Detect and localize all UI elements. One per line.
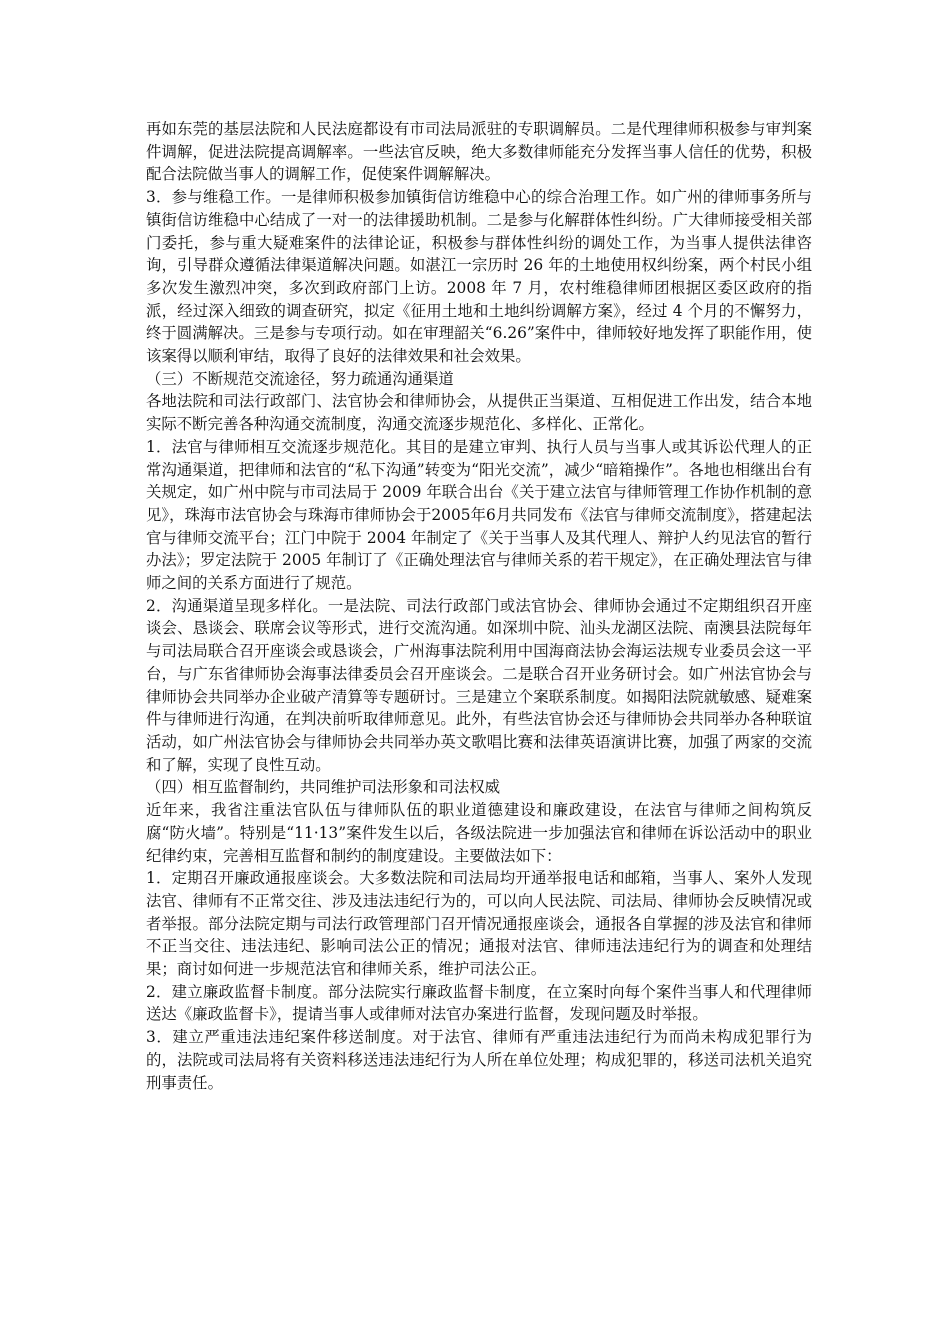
section-heading-4: （四）相互监督制约，共同维护司法形象和司法权威 (146, 778, 500, 797)
paragraph-item-3-transfer: 3．建立严重违法违纪案件移送制度。对于法官、律师有严重违法违纪行为而尚未构成犯罪行为的，法院或司法局将有关资料移送违法违纪行为人所在单位处理；构成犯罪的，移送司法机关追究刑事责任。 (146, 1028, 812, 1092)
paragraph-item-3-stability: 3．参与维稳工作。一是律师积极参加镇街信访维稳中心的综合治理工作。如广州的律师事务所与镇街信访维稳中心结成了一对一的法律援助机制。二是参与化解群体性纠纷。广大律师接受相关部门委托，参与重大疑难案件的法律论证，积极参与群体性纠纷的调处工作，为当事人提供法律咨询，引导群众遵循法律渠道解决问题。如湛江一宗历时 26 年的土地使用权纠纷案，两个村民小组多次发生激烈冲突，多次到政府部门上访。2008 年 7 月，农村维稳律师团根据区委区政府的指派，经过深入细致的调查研究，拟定《征用土地和土地纠纷调解方案》，经过 4 个月的不懈努力，终于圆满解决。三是参与专项行动。如在审理韶关“6.26”案件中，律师较好地发挥了职能作用，使该案得以顺利审结，取得了良好的法律效果和社会效果。 (146, 188, 812, 366)
paragraph-section-3-intro: 各地法院和司法行政部门、法官协会和律师协会，从提供正当渠道、互相促进工作出发，结合本地实际不断完善各种沟通交流制度，沟通交流逐步规范化、多样化、正常化。 (146, 392, 812, 434)
paragraph-item-2-card: 2．建立廉政监督卡制度。部分法院实行廉政监督卡制度，在立案时向每个案件当事人和代理律师送达《廉政监督卡》，提请当事人或律师对法官办案进行监督，发现问题及时举报。 (146, 982, 812, 1024)
paragraph-item-2-channels: 2．沟通渠道呈现多样化。一是法院、司法行政部门或法官协会、律师协会通过不定期组织召开座谈会、恳谈会、联席会议等形式，进行交流沟通。如深圳中院、汕头龙湖区法院、南澳县法院每年与司法局联合召开座谈会或恳谈会，广州海事法院利用中国海商法协会海运法规专业委员会这一平台，与广东省律师协会海事法律委员会召开座谈会。二是联合召开业务研讨会。如广州法官协会与律师协会共同举办企业破产清算等专题研讨。三是建立个案联系制度。如揭阳法院就敏感、疑难案件与律师进行沟通，在判决前听取律师意见。此外，有些法官协会还与律师协会共同举办各种联谊活动，如广州法官协会与律师协会共同举办英文歌唱比赛和法律英语演讲比赛，加强了两家的交流和了解，实现了良性互动。 (146, 596, 812, 774)
paragraph-item-1-meetings: 1．定期召开廉政通报座谈会。大多数法院和司法局均开通举报电话和邮箱，当事人、案外人发现法官、律师有不正常交往、涉及违法违纪行为的，可以向人民法院、司法局、律师协会反映情况或者举报。部分法院定期与司法行政管理部门召开情况通报座谈会，通报各自掌握的涉及法官和律师不正当交往、违法违纪、影响司法公正的情况；通报对法官、律师违法违纪行为的调查和处理结果；商讨如何进一步规范法官和律师关系，维护司法公正。 (146, 869, 812, 979)
paragraph-item-1-exchange: 1．法官与律师相互交流逐步规范化。其目的是建立审判、执行人员与当事人或其诉讼代理人的正常沟通渠道，把律师和法官的“私下沟通”转变为“阳光交流”，减少“暗箱操作”。各地也相继出台有关规定，如广州中院与市司法局于 2009 年联合出台《关于建立法官与律师管理工作协作机制的意见》，珠海市法官协会与珠海市律师协会于2005年6月共同发布《法官与律师交流制度》，搭建起法官与律师交流平台；江门中院于 2004 年制定了《关于当事人及其代理人、辩护人约见法官的暂行办法》；罗定法院于 2005 年制订了《正确处理法官与律师关系的若干规定》，在正确处理法官与律师之间的关系方面进行了规范。 (146, 437, 812, 593)
paragraph-section-4-intro: 近年来，我省注重法官队伍与律师队伍的职业道德建设和廉政建设，在法官与律师之间构筑反腐“防火墙”。特别是“11·13”案件发生以后，各级法院进一步加强法官和律师在诉讼活动中的职业纪律约束，完善相互监督和制约的制度建设。主要做法如下： (146, 801, 812, 865)
document-body (146, 118, 812, 1094)
paragraph-intro-continuation: 再如东莞的基层法院和人民法庭都设有市司法局派驻的专职调解员。二是代理律师积极参与审判案件调解，促进法院提高调解率。一些法官反映，绝大多数律师能充分发挥当事人信任的优势，积极配合法院做当事人的调解工作，促使案件调解解决。 (146, 120, 812, 184)
section-heading-3: （三）不断规范交流途径，努力疏通沟通渠道 (146, 369, 454, 388)
